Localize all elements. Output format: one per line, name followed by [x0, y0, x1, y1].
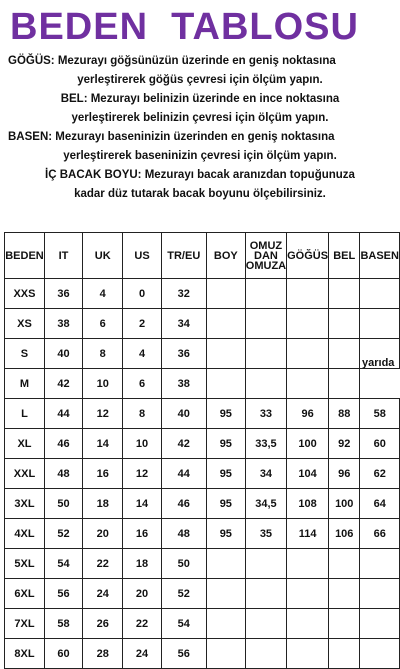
table-cell [360, 369, 400, 399]
instruction-inseam-line1: İÇ BACAK BOYU: Mezurayı bacak aranızdan topuğunuza [45, 169, 355, 181]
instruction-inseam-line2: kadar düz tutarak bacak boyunu ölçebilirsiniz. [74, 188, 326, 200]
table-cell: 22 [83, 549, 123, 579]
table-cell: 12 [123, 459, 161, 489]
col-header: OMUZ DAN OMUZA [245, 233, 286, 279]
table-cell [206, 609, 245, 639]
table-cell: 26 [83, 609, 123, 639]
table-cell: 100 [287, 429, 329, 459]
col-header: BASEN [360, 233, 400, 279]
table-cell: 14 [123, 489, 161, 519]
size-label-cell: 3XL [5, 489, 45, 519]
col-header: TR/EU [161, 233, 206, 279]
table-cell: 52 [44, 519, 82, 549]
table-cell: 60 [44, 639, 82, 669]
table-cell: 14 [83, 429, 123, 459]
table-cell [245, 279, 286, 309]
measurement-instructions [0, 52, 400, 204]
table-cell: 46 [44, 429, 82, 459]
table-cell [329, 579, 360, 609]
table-row [5, 579, 400, 609]
table-cell: 42 [161, 429, 206, 459]
table-cell [206, 279, 245, 309]
table-row [5, 609, 400, 639]
table-cell [206, 369, 245, 399]
table-cell: 36 [44, 279, 82, 309]
table-row [5, 279, 400, 309]
table-cell [245, 579, 286, 609]
table-cell [245, 309, 286, 339]
table-cell [245, 369, 286, 399]
instruction-waist-line1: BEL: Mezurayı belinizin üzerinde en ince noktasına [60, 93, 340, 105]
table-cell: 48 [161, 519, 206, 549]
col-header: BOY [206, 233, 245, 279]
col-header: US [123, 233, 161, 279]
table-cell [329, 369, 360, 399]
size-label-cell: XS [5, 309, 45, 339]
note-label: yarıda [362, 357, 395, 369]
col-header: BEDEN [5, 233, 45, 279]
table-cell: 33 [245, 399, 286, 429]
table-cell: 106 [329, 519, 360, 549]
size-label-cell: S [5, 339, 45, 369]
table-row [5, 489, 400, 519]
table-cell: 58 [360, 399, 400, 429]
table-cell: 38 [161, 369, 206, 399]
table-cell: 44 [44, 399, 82, 429]
table-cell [245, 339, 286, 369]
instruction-waist-line2: yerleştirerek belinizin çevresi için ölçüm yapın. [71, 112, 329, 124]
table-cell: 20 [123, 579, 161, 609]
col-header: BEL [329, 233, 360, 279]
table-cell [287, 609, 329, 639]
col-header: UK [83, 233, 123, 279]
table-cell [206, 579, 245, 609]
size-label-cell: 6XL [5, 579, 45, 609]
col-header: IT [44, 233, 82, 279]
table-header-row [5, 233, 400, 279]
table-cell: 36 [161, 339, 206, 369]
table-cell: 56 [44, 579, 82, 609]
table-cell: 62 [360, 459, 400, 489]
table-cell: 20 [83, 519, 123, 549]
table-cell: 95 [206, 489, 245, 519]
table-cell: 114 [287, 519, 329, 549]
table-cell [287, 579, 329, 609]
size-label-cell: M [5, 369, 45, 399]
table-row [5, 369, 400, 399]
table-cell: 18 [123, 549, 161, 579]
table-cell [329, 339, 360, 369]
table-cell: 10 [83, 369, 123, 399]
table-row [5, 429, 400, 459]
table-cell: 34,5 [245, 489, 286, 519]
table-cell: 92 [329, 429, 360, 459]
table-cell: 24 [123, 639, 161, 669]
size-label-cell: 7XL [5, 609, 45, 639]
table-cell [329, 639, 360, 669]
table-cell: 8 [83, 339, 123, 369]
table-cell: 6 [83, 309, 123, 339]
table-cell: 40 [44, 339, 82, 369]
table-cell [329, 309, 360, 339]
table-cell [360, 309, 400, 339]
size-label-cell: 8XL [5, 639, 45, 669]
table-cell [360, 579, 400, 609]
table-cell: 16 [83, 459, 123, 489]
table-cell: 52 [161, 579, 206, 609]
table-cell [287, 309, 329, 339]
table-row [5, 519, 400, 549]
table-cell [287, 549, 329, 579]
table-cell: 40 [161, 399, 206, 429]
table-cell: 34 [245, 459, 286, 489]
table-cell: 60 [360, 429, 400, 459]
table-cell: 54 [161, 609, 206, 639]
size-label-cell: XL [5, 429, 45, 459]
table-cell: 44 [161, 459, 206, 489]
table-cell: 38 [44, 309, 82, 339]
instruction-chest-line1: GÖĞÜS: Mezurayı göğsünüzün üzerinde en geniş noktasına [8, 55, 336, 67]
table-cell: 4 [123, 339, 161, 369]
table-cell: 34 [161, 309, 206, 339]
table-row [5, 639, 400, 669]
table-cell: 108 [287, 489, 329, 519]
table-cell [206, 639, 245, 669]
table-cell [329, 279, 360, 309]
table-cell: 50 [161, 549, 206, 579]
table-cell [360, 279, 400, 309]
table-cell [287, 639, 329, 669]
table-cell: 95 [206, 399, 245, 429]
table-cell: 54 [44, 549, 82, 579]
table-cell [329, 549, 360, 579]
table-cell: 64 [360, 489, 400, 519]
table-cell: 56 [161, 639, 206, 669]
page-title: BEDEN TABLOSU [10, 6, 359, 48]
table-cell: 32 [161, 279, 206, 309]
table-cell [206, 549, 245, 579]
table-cell [360, 609, 400, 639]
table-cell [360, 639, 400, 669]
table-cell: 12 [83, 399, 123, 429]
table-cell: 96 [287, 399, 329, 429]
table-cell: 95 [206, 519, 245, 549]
size-label-cell: L [5, 399, 45, 429]
table-cell: 0 [123, 279, 161, 309]
table-cell: 22 [123, 609, 161, 639]
size-label-cell: XXL [5, 459, 45, 489]
size-label-cell: XXS [5, 279, 45, 309]
size-label-cell: 5XL [5, 549, 45, 579]
table-cell [206, 339, 245, 369]
table-cell: 66 [360, 519, 400, 549]
table-row [5, 459, 400, 489]
table-cell: 100 [329, 489, 360, 519]
table-cell: 33,5 [245, 429, 286, 459]
table-cell: 50 [44, 489, 82, 519]
table-cell [287, 279, 329, 309]
table-cell: 10 [123, 429, 161, 459]
table-row [5, 339, 400, 369]
table-cell: 2 [123, 309, 161, 339]
col-header: GÖĞÜS [287, 233, 329, 279]
table-cell: 16 [123, 519, 161, 549]
table-cell: 18 [83, 489, 123, 519]
table-cell: 104 [287, 459, 329, 489]
table-cell: 95 [206, 459, 245, 489]
table-row [5, 309, 400, 339]
table-cell [329, 609, 360, 639]
table-cell [360, 549, 400, 579]
table-cell [206, 309, 245, 339]
table-row [5, 549, 400, 579]
instruction-chest-line2: yerleştirerek göğüs çevresi için ölçüm yapın. [77, 74, 323, 86]
instruction-hip-line2: yerleştirerek baseninizin çevresi için ölçüm yapın. [63, 150, 337, 162]
table-cell: 6 [123, 369, 161, 399]
table-cell: 42 [44, 369, 82, 399]
table-cell: 8 [123, 399, 161, 429]
table-cell: 46 [161, 489, 206, 519]
instruction-hip-line1: BASEN: Mezurayı baseninizin üzerinden en geniş noktasına [8, 131, 335, 143]
table-cell [245, 639, 286, 669]
table-cell: 88 [329, 399, 360, 429]
size-label-cell: 4XL [5, 519, 45, 549]
table-cell: 35 [245, 519, 286, 549]
table-cell: 96 [329, 459, 360, 489]
table-cell [245, 609, 286, 639]
table-cell [287, 369, 329, 399]
size-table [4, 232, 400, 669]
table-cell: 48 [44, 459, 82, 489]
table-cell: 4 [83, 279, 123, 309]
table-cell: 95 [206, 429, 245, 459]
table-row [5, 399, 400, 429]
table-cell [287, 339, 329, 369]
table-cell: 28 [83, 639, 123, 669]
table-cell: 24 [83, 579, 123, 609]
table-cell [245, 549, 286, 579]
table-cell: 58 [44, 609, 82, 639]
